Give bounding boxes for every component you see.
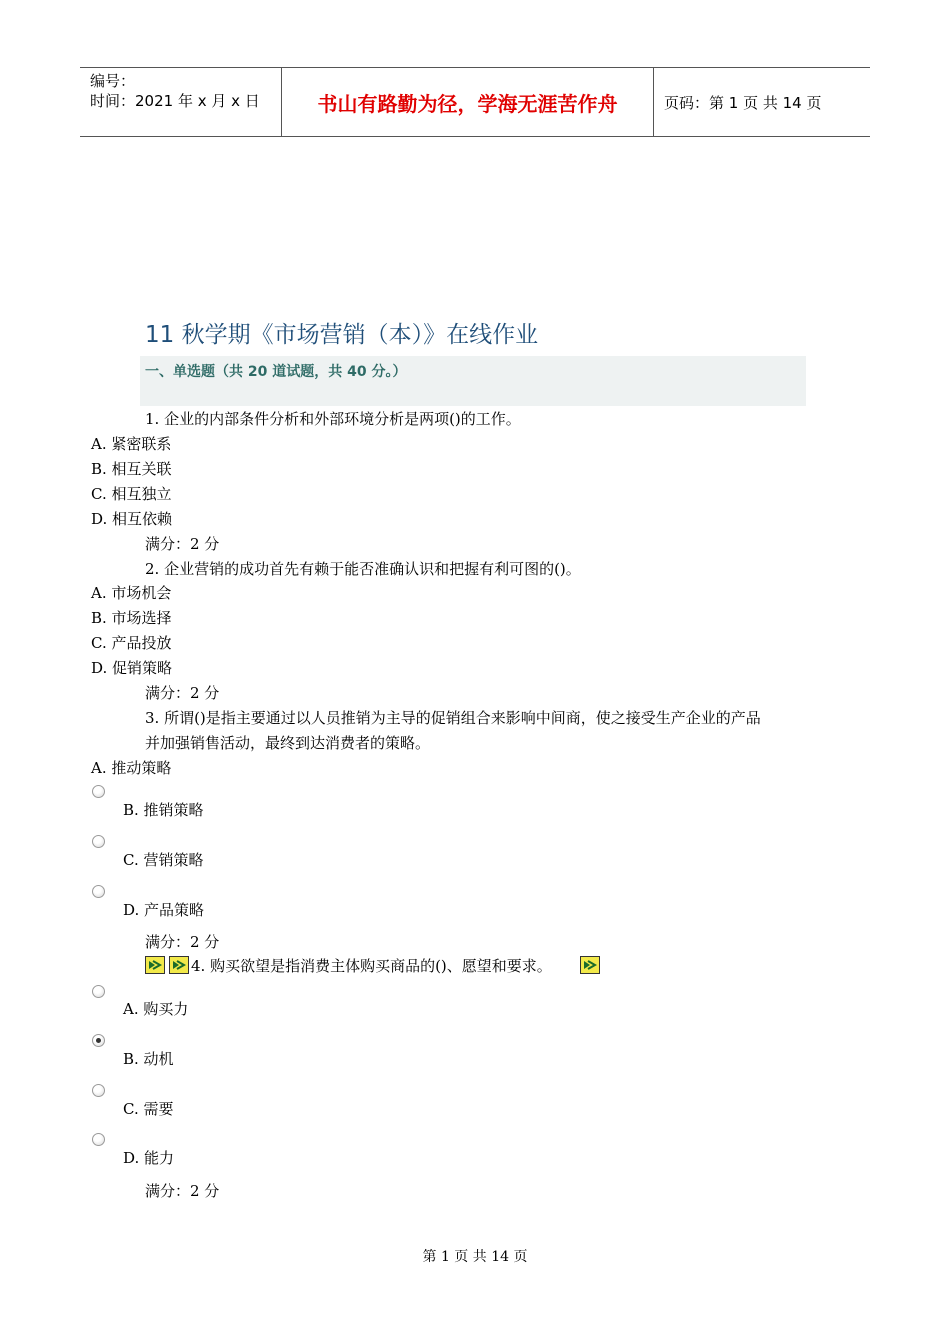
question-4-radio-c[interactable] — [92, 1084, 105, 1097]
question-3-option-a[interactable]: A. 推动策略 — [91, 759, 172, 777]
question-2-option-c[interactable]: C. 产品投放 — [91, 634, 172, 652]
question-3-text-line2: 并加强销售活动，最终到达消费者的策略。 — [145, 734, 431, 752]
question-4-radio-b-selected[interactable] — [92, 1034, 105, 1047]
question-1-option-c[interactable]: C. 相互独立 — [91, 485, 172, 503]
question-4-radio-d[interactable] — [92, 1133, 105, 1146]
question-3-option-c[interactable]: C. 营销策略 — [123, 851, 204, 869]
header-time-label: 时间：2021 年 x 月 x 日 — [90, 92, 260, 110]
page-title: 11 秋学期《市场营销（本）》在线作业 — [145, 322, 539, 348]
question-3-text-line1: 3. 所谓()是指主要通过以人员推销为主导的促销组合来影响中间商，使之接受生产企业的产品 — [145, 709, 761, 727]
header-motto: 书山有路勤为径，学海无涯苦作舟 — [281, 68, 654, 136]
question-2-score: 满分：2 分 — [145, 684, 220, 702]
header-number-label: 编号： — [90, 72, 136, 90]
question-3-radio-d[interactable] — [92, 885, 105, 898]
question-3-radio-c[interactable] — [92, 835, 105, 848]
question-1-score: 满分：2 分 — [145, 535, 220, 553]
question-4-option-c[interactable]: C. 需要 — [123, 1100, 174, 1118]
question-2-option-b[interactable]: B. 市场选择 — [91, 609, 172, 627]
section-heading: 一、单选题（共 20 道试题，共 40 分。） — [140, 356, 806, 406]
question-4-option-a[interactable]: A. 购买力 — [123, 1000, 189, 1018]
document-header — [80, 67, 870, 137]
arrow-marker-icon[interactable] — [169, 956, 189, 974]
question-3-score: 满分：2 分 — [145, 933, 220, 951]
question-2-text: 2. 企业营销的成功首先有赖于能否准确认识和把握有利可图的()。 — [145, 560, 581, 578]
question-3-option-d[interactable]: D. 产品策略 — [123, 901, 205, 919]
question-1-option-a[interactable]: A. 紧密联系 — [91, 435, 172, 453]
question-3-radio-b[interactable] — [92, 785, 105, 798]
question-4-radio-a[interactable] — [92, 985, 105, 998]
question-3-option-b[interactable]: B. 推销策略 — [123, 801, 204, 819]
header-meta — [80, 68, 281, 136]
question-1-text: 1. 企业的内部条件分析和外部环境分析是两项()的工作。 — [145, 410, 521, 428]
question-4-option-b[interactable]: B. 动机 — [123, 1050, 174, 1068]
question-1-option-b[interactable]: B. 相互关联 — [91, 460, 172, 478]
arrow-marker-icon[interactable] — [580, 956, 600, 974]
question-4-option-d[interactable]: D. 能力 — [123, 1149, 175, 1167]
question-2-option-a[interactable]: A. 市场机会 — [91, 584, 172, 602]
question-4-score: 满分：2 分 — [145, 1182, 220, 1200]
question-1-option-d[interactable]: D. 相互依赖 — [91, 510, 173, 528]
question-4-text: 4. 购买欲望是指消费主体购买商品的()、愿望和要求。 — [191, 957, 552, 975]
arrow-marker-icon[interactable] — [145, 956, 165, 974]
page-footer: 第 1 页 共 14 页 — [422, 1249, 528, 1265]
question-2-option-d[interactable]: D. 促销策略 — [91, 659, 173, 677]
header-page-info: 页码：第 1 页 共 14 页 — [664, 93, 822, 112]
